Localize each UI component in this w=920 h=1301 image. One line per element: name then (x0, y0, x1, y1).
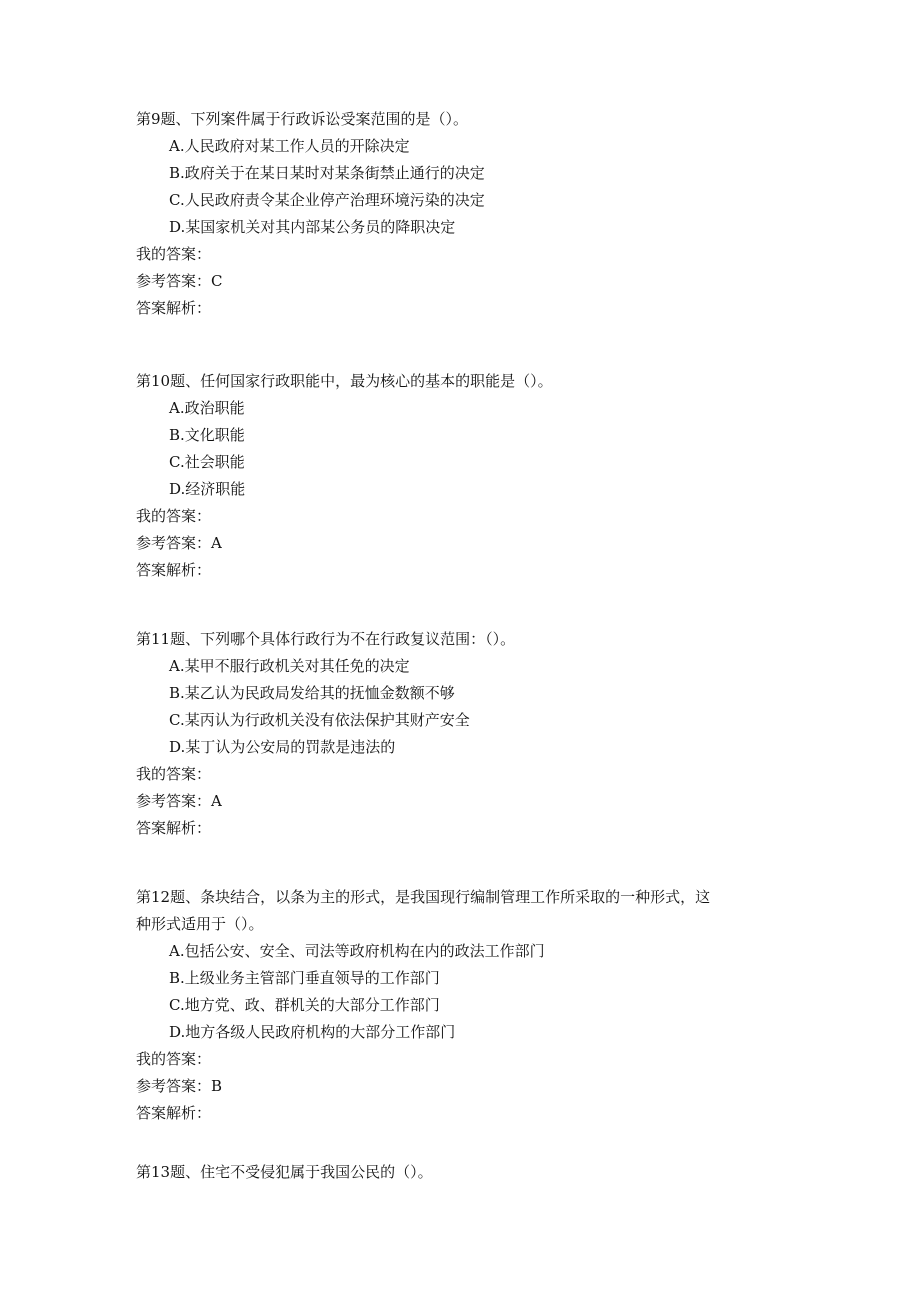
option-c: C.地方党、政、群机关的大部分工作部门 (169, 996, 440, 1014)
option-b: B.某乙认为民政局发给其的抚恤金数额不够 (169, 684, 455, 702)
option-d: D.某国家机关对其内部某公务员的降职决定 (169, 218, 456, 236)
option-d: D.某丁认为公安局的罚款是违法的 (169, 738, 396, 756)
question-stem: 第10题、任何国家行政职能中，最为核心的基本的职能是（）。 (136, 372, 553, 390)
reference-answer: 参考答案：A (136, 534, 222, 552)
answer-analysis-label: 答案解析： (136, 1104, 212, 1122)
my-answer-label: 我的答案： (136, 507, 212, 525)
reference-answer: 参考答案：C (136, 272, 223, 290)
question-11 (136, 626, 796, 842)
option-c: C.某丙认为行政机关没有依法保护其财产安全 (169, 711, 470, 729)
my-answer-label: 我的答案： (136, 1050, 212, 1068)
my-answer-label: 我的答案： (136, 245, 212, 263)
reference-answer: 参考答案：B (136, 1077, 223, 1095)
question-stem: 第11题、下列哪个具体行政行为不在行政复议范围：（）。 (136, 630, 516, 648)
option-a: A.政治职能 (169, 399, 245, 417)
option-a: A.包括公安、安全、司法等政府机构在内的政法工作部门 (169, 942, 545, 960)
question-stem: 第13题、住宅不受侵犯属于我国公民的（）。 (136, 1163, 433, 1181)
answer-analysis-label: 答案解析： (136, 819, 212, 837)
option-a: A.人民政府对某工作人员的开除决定 (169, 137, 410, 155)
option-d: D.地方各级人民政府机构的大部分工作部门 (169, 1023, 456, 1041)
question-13 (136, 1159, 796, 1186)
option-a: A.某甲不服行政机关对其任免的决定 (169, 657, 410, 675)
question-9 (136, 106, 796, 322)
option-c: C.社会职能 (169, 453, 245, 471)
my-answer-label: 我的答案： (136, 765, 212, 783)
answer-analysis-label: 答案解析： (136, 561, 212, 579)
question-stem-line-1: 第12题、条块结合，以条为主的形式，是我国现行编制管理工作所采取的一种形式，这 (136, 888, 711, 906)
option-c: C.人民政府责令某企业停产治理环境污染的决定 (169, 191, 485, 209)
option-b: B.政府关于在某日某时对某条街禁止通行的决定 (169, 164, 485, 182)
answer-analysis-label: 答案解析： (136, 299, 212, 317)
question-stem-line-2: 种形式适用于（）。 (136, 915, 264, 933)
reference-answer: 参考答案：A (136, 792, 222, 810)
option-b: B.上级业务主管部门垂直领导的工作部门 (169, 969, 440, 987)
question-stem: 第9题、下列案件属于行政诉讼受案范围的是（）。 (136, 110, 469, 128)
question-12 (136, 884, 796, 1127)
option-d: D.经济职能 (169, 480, 246, 498)
question-10 (136, 368, 796, 584)
option-b: B.文化职能 (169, 426, 245, 444)
